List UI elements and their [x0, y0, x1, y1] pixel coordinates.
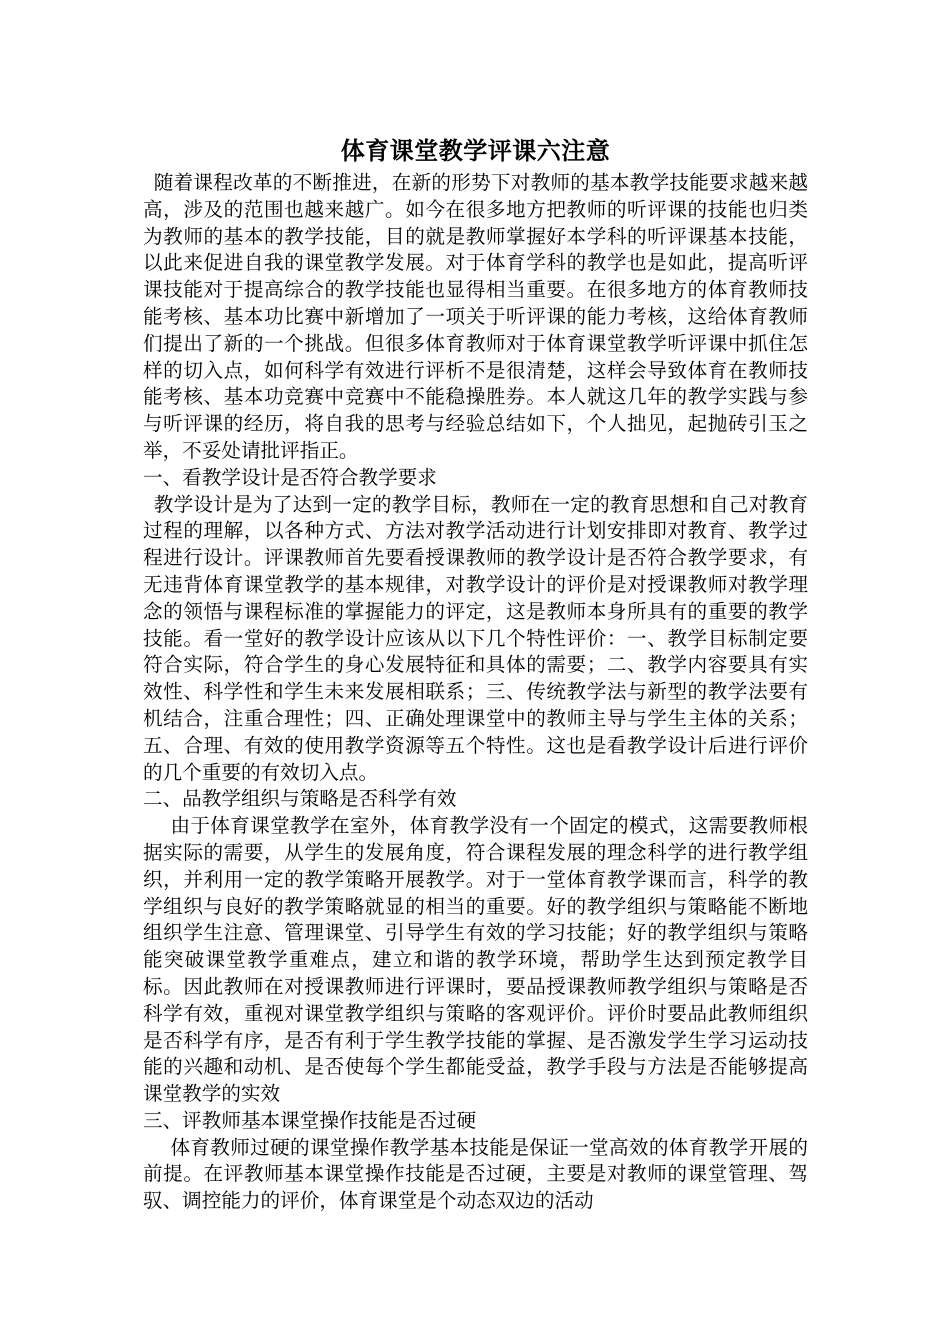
document-title: 体育课堂教学评课六注意: [340, 136, 611, 165]
section-2-heading: 二、品教学组织与策略是否科学有效: [143, 787, 457, 811]
intro-paragraph: 随着课程改革的不断推进，在新的形势下对教师的基本教学技能要求越来越高，涉及的范围也越来越广。如今在很多地方把教师的听评课的技能也归类为教师的基本的教学技能，目的就是教师掌握好本学科的听评课基本技能，以此来促进自我的课堂教学发展。对于体育学科的教学也是如此，提高听评课技能对于提高综合的教学技能也显得相当重要。在很多地方的体育教师技能考核、基本功比赛中新增加了一项关于听评课的能力考核，这给体育教师们提出了新的一个挑战。但很多体育教师对于体育课堂教学听评课中抓住怎样的切入点，如何科学有效进行评析不是很清楚，这样会导致体育在教师技能考核、基本功竞赛中竞赛中不能稳操胜券。本人就这几年的教学实践与参与听评课的经历，将自我的思考与经验总结如下，个人拙见，起抛砖引玉之举，不妥处请批评指正。: [143, 171, 808, 462]
section-3-body: 体育教师过硬的课堂操作教学基本技能是保证一堂高效的体育教学开展的前提。在评教师基本课堂操作技能是否过硬，主要是对教师的课堂管理、驾驭、调控能力的评价，体育课堂是个动态双边的活动: [143, 1135, 808, 1213]
section-3-heading: 三、评教师基本课堂操作技能是否过硬: [143, 1108, 477, 1132]
section-1-body: 教学设计是为了达到一定的教学目标，教师在一定的教育思想和自己对教育过程的理解，以各种方式、方法对教学活动进行计划安排即对教育、教学过程进行设计。评课教师首先要看授课教师的教学设计是否符合教学要求，有无违背体育课堂教学的基本规律，对教学设计的评价是对授课教师对教学理念的领悟与课程标准的掌握能力的评定，这是教师本身所具有的重要的教学技能。看一堂好的教学设计应该从以下几个特性评价：一、教学目标制定要符合实际，符合学生的身心发展特征和具体的需要；二、教学内容要具有实效性、科学性和学生未来发展相联系；三、传统教学法与新型的教学法要有机结合，注重合理性；四、正确处理课堂中的教师主导与学生主体的关系；五、合理、有效的使用教学资源等五个特性。这也是看教学设计后进行评价的几个重要的有效切入点。: [143, 492, 808, 784]
section-2-body: 由于体育课堂教学在室外，体育教学没有一个固定的模式，这需要教师根据实际的需要，从学生的发展角度，符合课程发展的理念科学的进行教学组织，并利用一定的教学策略开展教学。对于一堂体育教学课而言，科学的教学组织与良好的教学策略就显的相当的重要。好的教学组织与策略能不断地组织学生注意、管理课堂、引导学生有效的学习技能；好的教学组织与策略能突破课堂教学重难点，建立和谐的教学环境，帮助学生达到预定教学目标。因此教师在对授课教师进行评课时，要品授课教师教学组织与策略是否科学有效，重视对课堂教学组织与策略的客观评价。评价时要品此教师组织是否科学有序，是否有利于学生教学技能的掌握、是否激发学生学习运动技能的兴趣和动机、是否使每个学生都能受益，教学手段与方法是否能够提高课堂教学的实效: [143, 814, 808, 1106]
document-body: [143, 132, 808, 1215]
section-1-heading: 一、看教学设计是否符合教学要求: [143, 465, 437, 489]
